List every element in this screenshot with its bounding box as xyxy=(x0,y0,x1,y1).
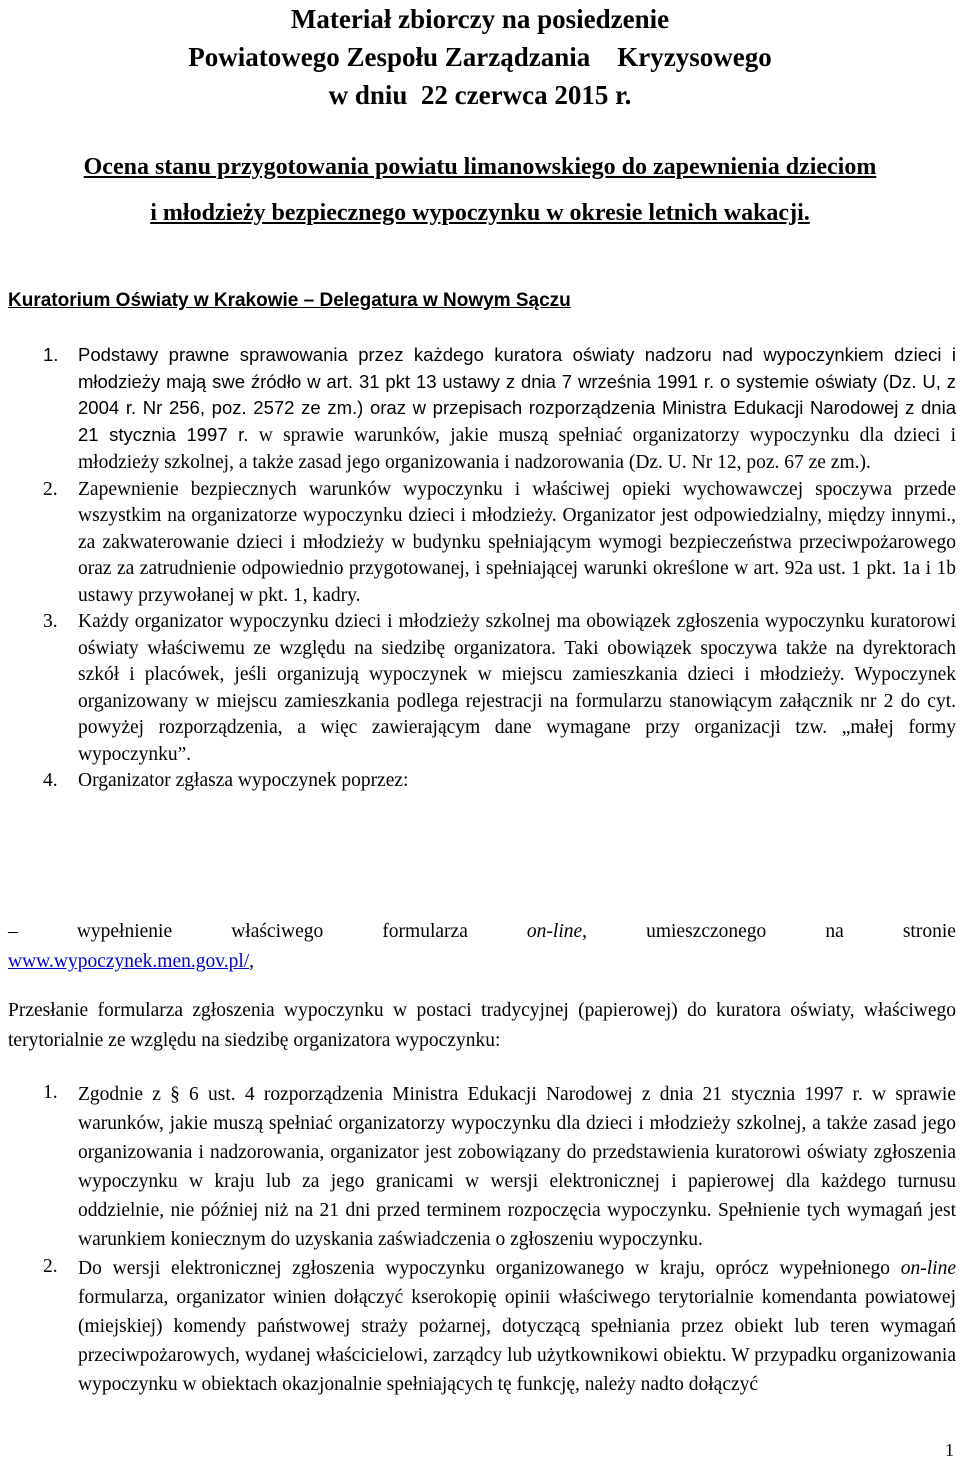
wypoczynek-link[interactable]: www.wypoczynek.men.gov.pl/ xyxy=(8,951,250,972)
list-item xyxy=(8,1080,956,1254)
numbered-list-1 xyxy=(8,342,956,795)
list-item-text: Każdy organizator wypoczynku dzieci i młodzieży szkolnej ma obowiązek zgłoszenia wypoczynku kuratorowi oświaty właściwemu ze względu na siedzibę organizatora. Taki obowiązek spoczywa także na dyrektorach szkół i placówek, jeśli organizują wypoczynek w miejscu zamieszkania dzieci i młodzieży. Wypoczynek organizowany w miejscu zamieszkania podlega rejestracji na formularzu stanowiącym załącznik nr 2 do cyt. powyżej rozporządzenia, a więc zawierającym dane wymagane przy organizacji tzw. „małej formy wypoczynku”. xyxy=(78,611,956,765)
list-item xyxy=(8,609,956,768)
dash-word: stronie xyxy=(902,921,956,942)
list-item-text-serif: w sprawie warunków, jakie muszą spełniać organizatorzy wypoczynku dla dzieci i młodzieży szkolnej, a także zasad jego organizowania i nadzorowania (Dz. U. Nr 12, poz. 67 ze zm.). xyxy=(78,424,956,473)
body-paragraph: Przesłanie formularza zgłoszenia wypoczynku w postaci tradycyjnej (papierowej) do kuratora oświaty, właściwego terytorialnie ze względu na siedzibę organizatora wypoczynku: xyxy=(8,1000,956,1051)
list-item-text: Zapewnienie bezpiecznych warunków wypoczynku i właściwej opieki wychowawczej spoczywa przede wszystkim na organizatorze wypoczynku dzieci i młodzieży. Organizator jest odpowiedzialny, między innymi., za zakwaterowanie dzieci i młodzieży w budynku spełniającym wymogi bezpieczeństwa przeciwpożarowego oraz za zatrudnienie odpowiednio przygotowanej, i spełniającej warunki określone w art. 92a ust. 1 pkt. 1a i 1b ustawy przywołanej w pkt. 1, kadry. xyxy=(78,478,956,606)
italic-online: on-line xyxy=(526,921,583,942)
title-line-2: Powiatowego Zespołu Zarządzania Kryzysowego xyxy=(188,42,772,72)
list-item xyxy=(8,342,956,477)
subtitle-line-1: Ocena stanu przygotowania powiatu limanowskiego do zapewnienia dzieciom xyxy=(83,154,877,180)
list-item-number: 4. xyxy=(43,770,58,791)
dash-word: właściwego xyxy=(231,921,324,942)
dash-word: na xyxy=(825,921,844,942)
dash-item xyxy=(8,917,956,977)
italic-online: on-line xyxy=(900,1258,956,1279)
dash-word: wypełnienie xyxy=(76,921,173,942)
title-line-1: Materiał zbiorczy na posiedzenie xyxy=(290,4,670,34)
comma: , xyxy=(582,921,588,942)
list-item-number: 3. xyxy=(43,611,58,632)
list-item-text: Zgodnie z § 6 ust. 4 rozporządzenia Ministra Edukacji Narodowej z dnia 21 stycznia 1997 r. w sprawie warunków, jakie muszą spełniać organizatorzy wypoczynku dla dzieci i młodzieży szkolnej, a także zasad jego organizowania i nadzorowania, organizator jest zobowiązany do przedstawienia kuratorowi oświaty zgłoszenia wypoczynku w kraju lub za jego granicami w wersji elektronicznej i papierowej dla każdego turnusu oddzielnie, nie później niż na 21 dni przed terminem rozpoczęcia wypoczynku. Spełnienie tych wymagań jest warunkiem koniecznym do uzyskania zaświadczenia o zgłoszeniu wypoczynku. xyxy=(78,1084,956,1250)
dash-word: – xyxy=(8,921,18,942)
title-line-3: w dniu 22 czerwca 2015 r. xyxy=(328,80,632,110)
text-part-a: Do wersji elektronicznej zgłoszenia wypoczynku organizowanego w kraju, oprócz wypełnionego xyxy=(78,1258,901,1279)
dash-word: umieszczonego xyxy=(646,921,767,942)
list-item-text xyxy=(78,342,956,477)
numbered-list-2 xyxy=(8,1080,956,1399)
subtitle-line-2: i młodzieży bezpiecznego wypoczynku w okresie letnich wakacji. xyxy=(150,200,810,226)
section-heading: Kuratorium Oświaty w Krakowie – Delegatura w Nowym Sączu xyxy=(8,290,571,311)
dash-word: formularza xyxy=(382,921,468,942)
document-title xyxy=(0,0,960,114)
list-item-number: 2. xyxy=(43,478,58,500)
document-subtitle xyxy=(0,144,960,236)
page-number: 1 xyxy=(945,1440,954,1460)
list-item-text xyxy=(78,1254,956,1399)
text-part-b: formularza, organizator winien dołączyć kserokopię opinii właściwego terytorialnie komendanta powiatowej (miejskiej) komendy państwowej straży pożarnej, dotyczącą spełniania przez obiekt lub teren wymagań przeciwpożarowych, wydanej właścicielowi, zarządcy lub użytkownikowi obiektu. W przypadku organizowania wypoczynku w obiektach okazjonalnie spełniających tę funkcję, należy nadto dołączyć xyxy=(78,1287,956,1395)
list-item-number: 2. xyxy=(43,1256,58,1277)
dash-line xyxy=(8,917,956,947)
url-line xyxy=(8,947,956,977)
list-item xyxy=(8,1254,956,1399)
dash-word-italic xyxy=(527,917,587,947)
list-item-text: Organizator zgłasza wypoczynek poprzez: xyxy=(78,770,409,791)
list-item-text-sans: Podstawy prawne sprawowania przez każdego kuratora oświaty nadzoru nad wypoczynkiem dzieci i młodzieży mają swe źródło w art. 31 pkt 13 ustawy z dnia 7 września 1991 r. o systemie oświaty (Dz. U, z 2004 r. Nr 256, poz. 2572 ze zm.) oraz w przepisach rozporządzenia Ministra Edukacji Narodowej z dnia 21 stycznia 1997 r. xyxy=(78,344,956,445)
list-item xyxy=(8,768,956,795)
list-item xyxy=(8,477,956,610)
url-suffix: , xyxy=(249,951,255,972)
list-item-number: 1. xyxy=(43,344,59,365)
list-item-number: 1. xyxy=(43,1082,58,1103)
